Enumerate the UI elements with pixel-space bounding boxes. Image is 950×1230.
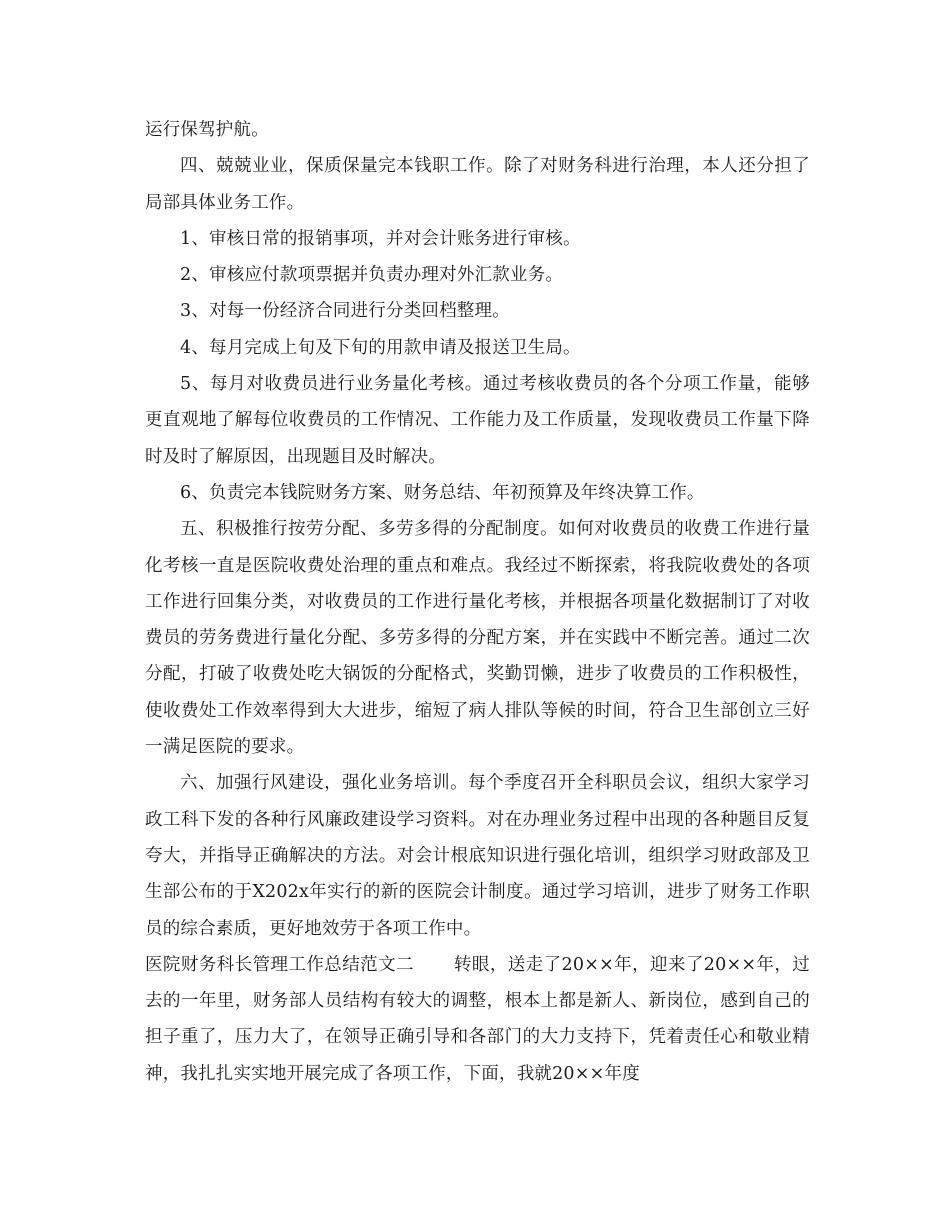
paragraph: 运行保驾护航。	[145, 120, 269, 140]
list-item: 6、负责完本钱院财务方案、财务总结、年初预算及年终决算工作。	[180, 482, 705, 503]
list-item: 2、审核应付款项票据并负责办理对外汇款业务。	[180, 265, 564, 286]
section-body: 转眼，送走了20××年，迎来了20××年，过去的一年里，财务部人员结构有较大的调整，根本上都是新人、新岗位，感到自己的担子重了，压力大了，在领导正确引导和各部门的大力支持下，凭着责任心和敬业精神，我扎扎实实地开展完成了各项工作，下面，我就20××年度	[145, 954, 810, 1084]
section-two-paragraph	[145, 947, 810, 1092]
list-item: 5、每月对收费员进行业务量化考核。通过考核收费员的各个分项工作量，能够更直观地了解每位收费员的工作情况、工作能力及工作质量，发现收费员工作量下降时及时了解原因，出现题目及时解决。	[145, 374, 810, 467]
paragraph: 六、加强行风建设，强化业务培训。每个季度召开全科职员会议，组织大家学习政工科下发的各种行风廉政建设学习资料。对在办理业务过程中出现的各种题目反复夸大，并指导正确解决的方法。对会计根底知识进行强化培训，组织学习财政部及卫生部公布的于X202x年实行的新的医院会计制度。通过学习培训，进步了财务工作职员的综合素质，更好地效劳于各项工作中。	[145, 773, 810, 939]
paragraph: 五、积极推行按劳分配、多劳多得的分配制度。如何对收费员的收费工作进行量化考核一直是医院收费处治理的重点和难点。我经过不断探索，将我院收费处的各项工作进行回集分类，对收费员的工作进行量化考核，并根据各项量化数据制订了对收费员的劳务费进行量化分配、多劳多得的分配方案，并在实践中不断完善。通过二次分配，打破了收费处吃大锅饭的分配格式，奖勤罚懒，进步了收费员的工作积极性，使收费处工作效率得到大大进步，缩短了病人排队等候的时间，符合卫生部创立三好一满足医院的要求。	[145, 519, 810, 758]
section-title: 医院财务科长管理工作总结范文二	[145, 954, 414, 975]
document-page	[145, 112, 810, 1092]
list-item: 4、每月完成上旬及下旬的用款申请及报送卫生局。	[180, 337, 581, 358]
list-item: 3、对每一份经济合同进行分类回档整理。	[180, 301, 510, 322]
list-item: 1、审核日常的报销事项，并对会计账务进行审核。	[180, 228, 581, 249]
paragraph: 四、兢兢业业，保质保量完本钱职工作。除了对财务科进行治理，本人还分担了局部具体业务工作。	[145, 156, 810, 213]
